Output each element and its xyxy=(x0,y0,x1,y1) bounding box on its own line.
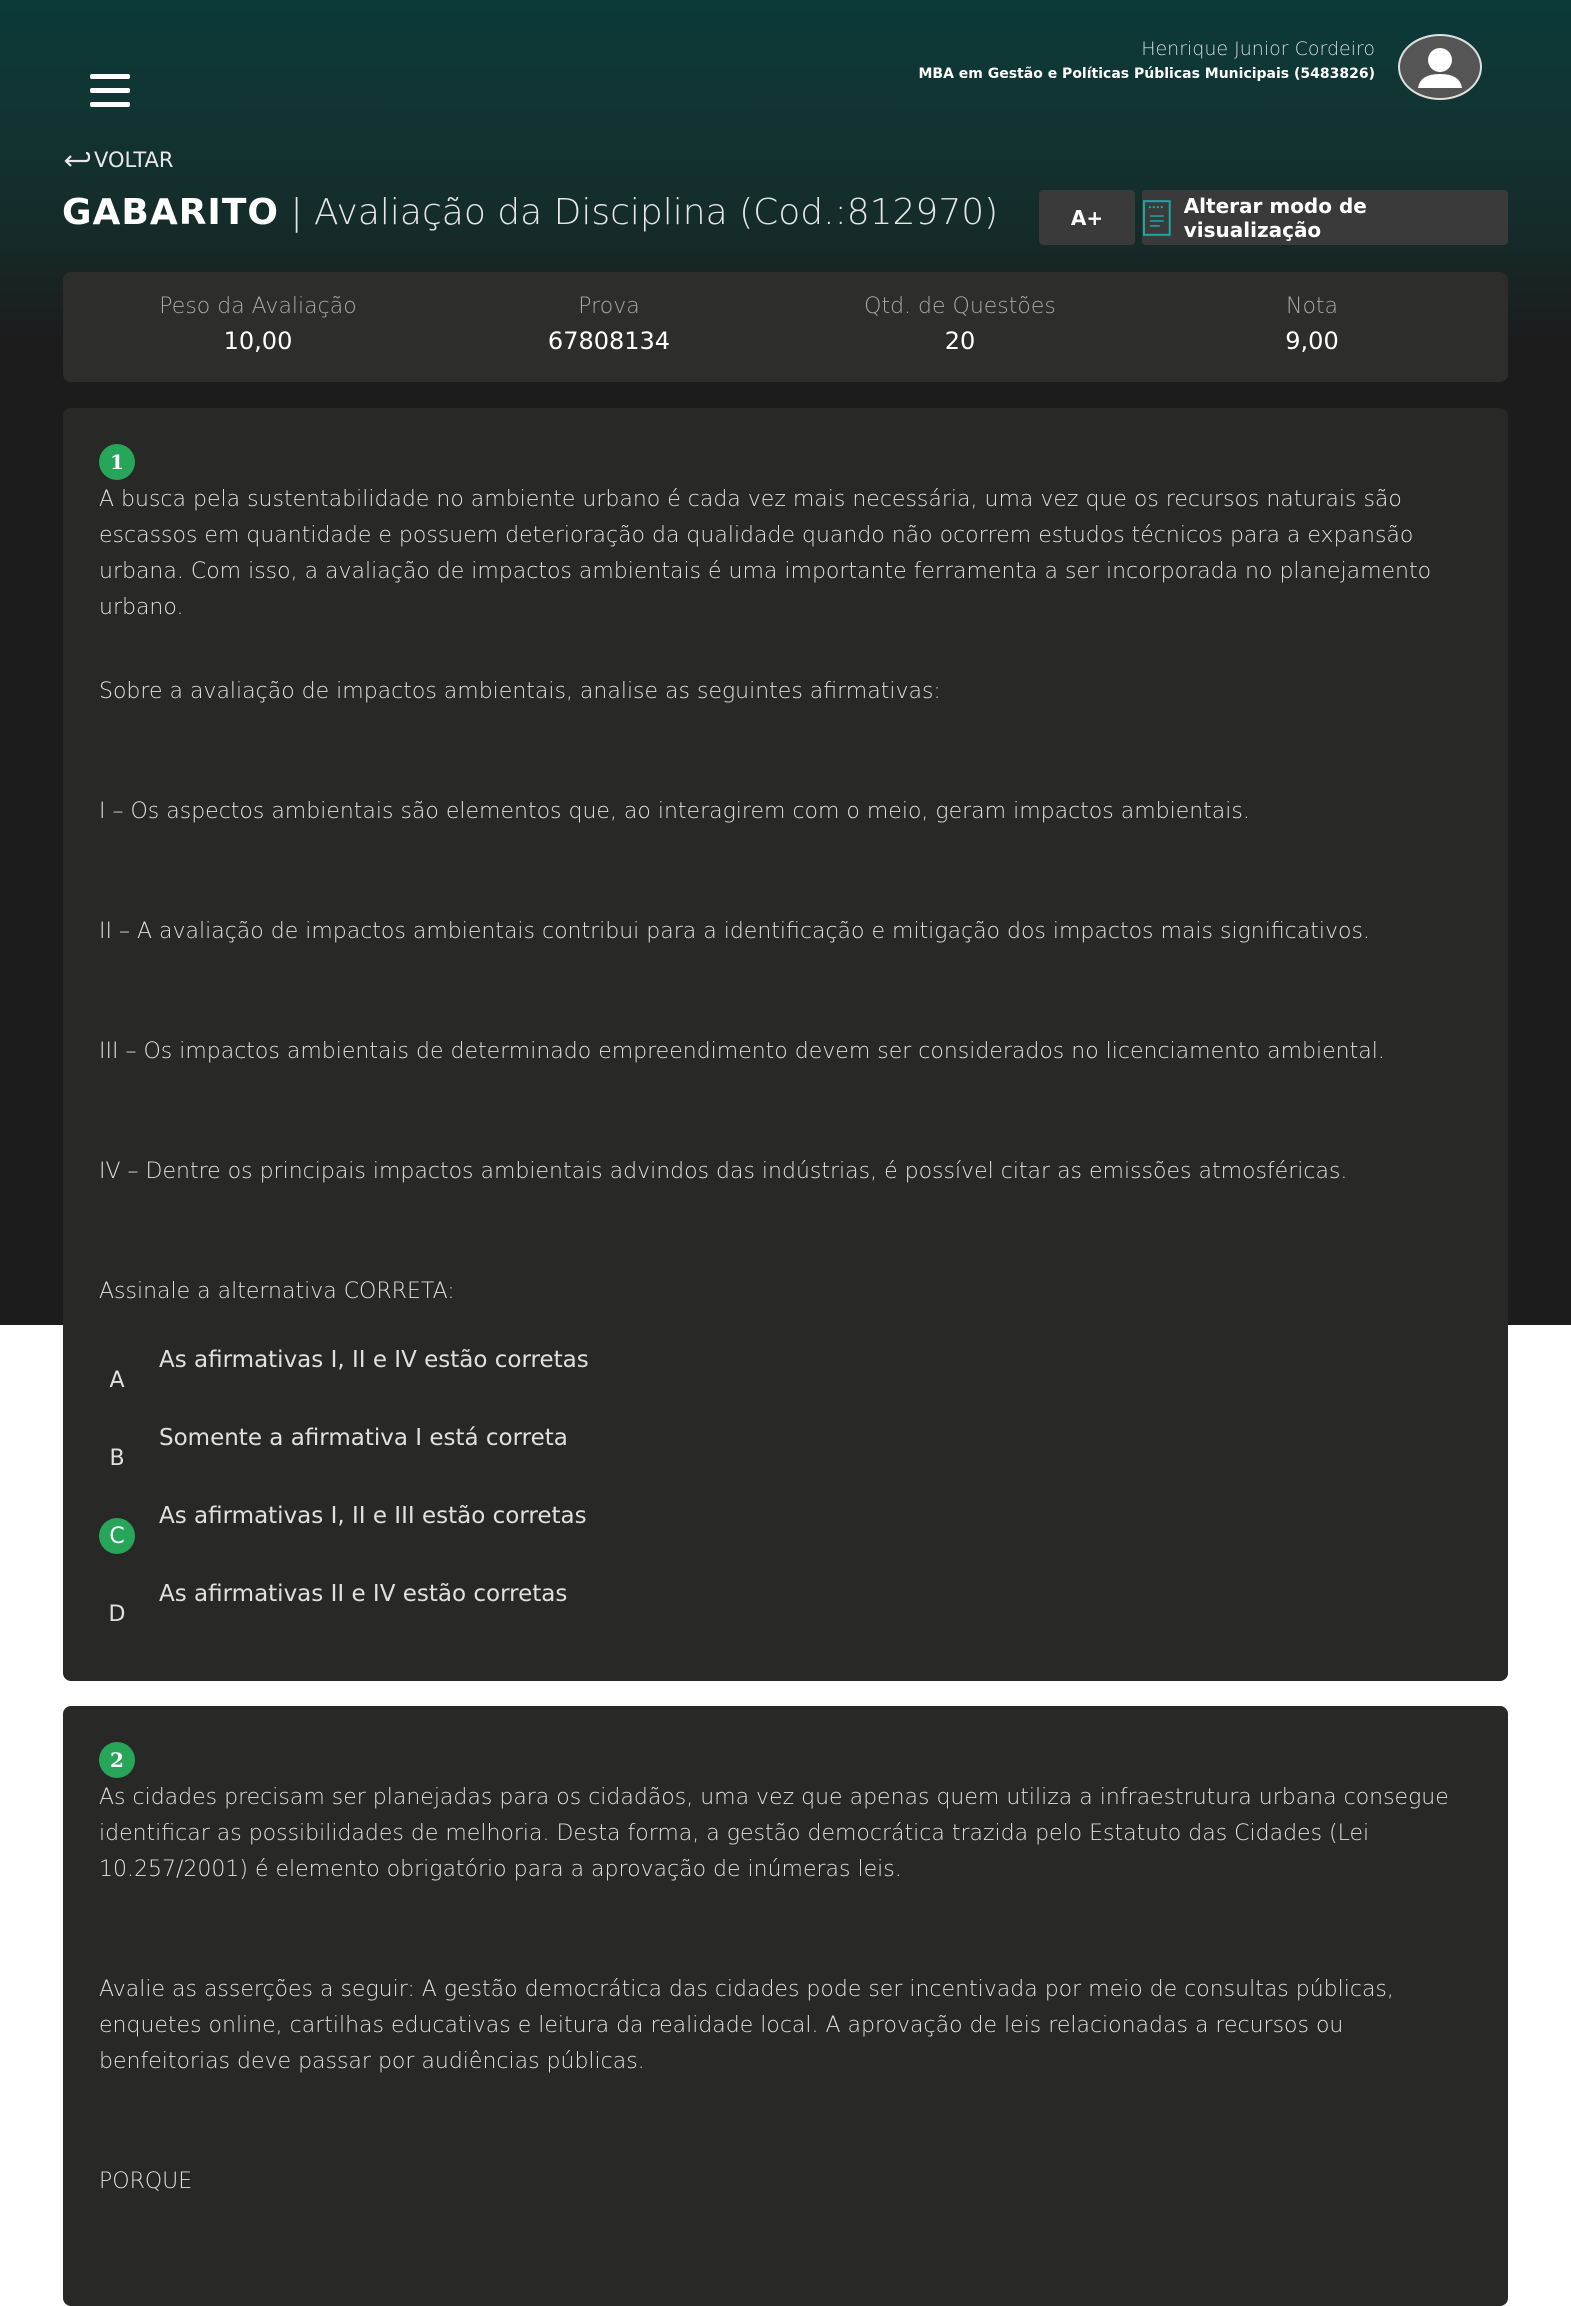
question-paragraph: III – Os impactos ambientais de determinado empreendimento devem ser considerados no licenciamento ambiental. xyxy=(99,1039,1385,1064)
info-peso-label: Peso da Avaliação xyxy=(159,294,357,319)
alternative-text: Somente a afirmativa I está correta xyxy=(159,1425,568,1451)
info-qtd-label: Qtd. de Questões xyxy=(864,294,1056,319)
question-paragraph: Sobre a avaliação de impactos ambientais, analise as seguintes afirmativas: xyxy=(99,679,941,704)
page-title: GABARITO | Avaliação da Disciplina (Cod.:812970) xyxy=(62,192,999,233)
view-mode-label: Alterar modo de visualização xyxy=(1183,193,1367,242)
view-mode-button[interactable] xyxy=(1142,190,1508,245)
hamburger-menu-icon[interactable] xyxy=(90,74,130,110)
alternative-d[interactable] xyxy=(99,1576,1469,1636)
title-bold: GABARITO xyxy=(62,192,279,233)
info-nota xyxy=(1162,294,1462,355)
alternative-c-correct[interactable] xyxy=(99,1498,1469,1558)
question-paragraph: II – A avaliação de impactos ambientais contribui para a identificação e mitigação dos impactos mais significativos. xyxy=(99,919,1370,944)
question-paragraph: PORQUE xyxy=(99,2169,193,2194)
alternative-b[interactable] xyxy=(99,1420,1469,1480)
question-card-2 xyxy=(63,1706,1508,2306)
info-prova xyxy=(459,294,759,355)
alternative-letter: B xyxy=(109,1445,125,1471)
question-paragraph: A busca pela sustentabilidade no ambiente urbano é cada vez mais necessária, uma vez que os recursos naturais são escassos em quantidade e possuem deterioração da qualidade quando não ocorrem estudos técnicos para a expansão urbana. Com isso, a avaliação de impactos ambientais é uma importante ferramenta a ser incorporada no planejamento urbano. xyxy=(99,487,1432,620)
alternative-text: As afirmativas I, II e III estão corretas xyxy=(159,1503,587,1529)
alternative-letter: D xyxy=(108,1601,126,1627)
alternative-text: As afirmativas II e IV estão corretas xyxy=(159,1581,568,1607)
info-qtd-value: 20 xyxy=(944,327,976,355)
info-peso xyxy=(108,294,408,355)
info-peso-value: 10,00 xyxy=(223,327,293,355)
back-link[interactable] xyxy=(62,148,174,172)
info-nota-value: 9,00 xyxy=(1285,327,1339,355)
info-qtd xyxy=(810,294,1110,355)
alternative-letter-correct: C xyxy=(99,1518,135,1554)
question-paragraph: As cidades precisam ser planejadas para os cidadãos, uma vez que apenas quem utiliza a infraestrutura urbana consegue identificar as possibilidades de melhoria. Desta forma, a gestão democrática trazida pelo Estatuto das Cidades (Lei 10.257/2001) é elemento obrigatório para a aprovação de inúmeras leis. xyxy=(99,1785,1449,1882)
document-icon xyxy=(1142,199,1172,237)
question-paragraph: Avalie as asserções a seguir: A gestão democrática das cidades pode ser incentivada por meio de consultas públicas, enquetes online, cartilhas educativas e leitura da realidade local. A aprovação de leis relacionadas a recursos ou benfeitorias deve passar por audiências públicas. xyxy=(99,1977,1394,2074)
alternative-text: As afirmativas I, II e IV estão corretas xyxy=(159,1347,589,1373)
return-arrow-icon xyxy=(62,150,90,170)
info-nota-label: Nota xyxy=(1285,294,1339,319)
user-name: Henrique Junior Cordeiro xyxy=(1141,38,1375,60)
user-avatar-icon[interactable] xyxy=(1398,34,1482,100)
title-rest: Avaliação da Disciplina (Cod.:812970) xyxy=(314,192,999,233)
question-number-badge: 1 xyxy=(99,444,135,480)
alternative-a[interactable] xyxy=(99,1342,1469,1402)
question-card-1 xyxy=(63,408,1508,1681)
info-prova-value: 67808134 xyxy=(547,327,671,355)
question-paragraph: IV – Dentre os principais impactos ambientais advindos das indústrias, é possível citar as emissões atmosféricas. xyxy=(99,1159,1348,1184)
alternative-letter: A xyxy=(109,1367,125,1393)
evaluation-info-bar xyxy=(63,272,1508,382)
font-size-button[interactable]: A+ xyxy=(1039,190,1135,245)
question-number-badge: 2 xyxy=(99,1742,135,1778)
question-paragraph: I – Os aspectos ambientais são elementos que, ao interagirem com o meio, geram impactos ambientais. xyxy=(99,799,1250,824)
question-paragraph: Assinale a alternativa CORRETA: xyxy=(99,1279,455,1304)
user-course: MBA em Gestão e Políticas Públicas Municipais (5483826) xyxy=(918,66,1375,82)
back-label: VOLTAR xyxy=(94,148,174,172)
info-prova-label: Prova xyxy=(578,294,640,319)
